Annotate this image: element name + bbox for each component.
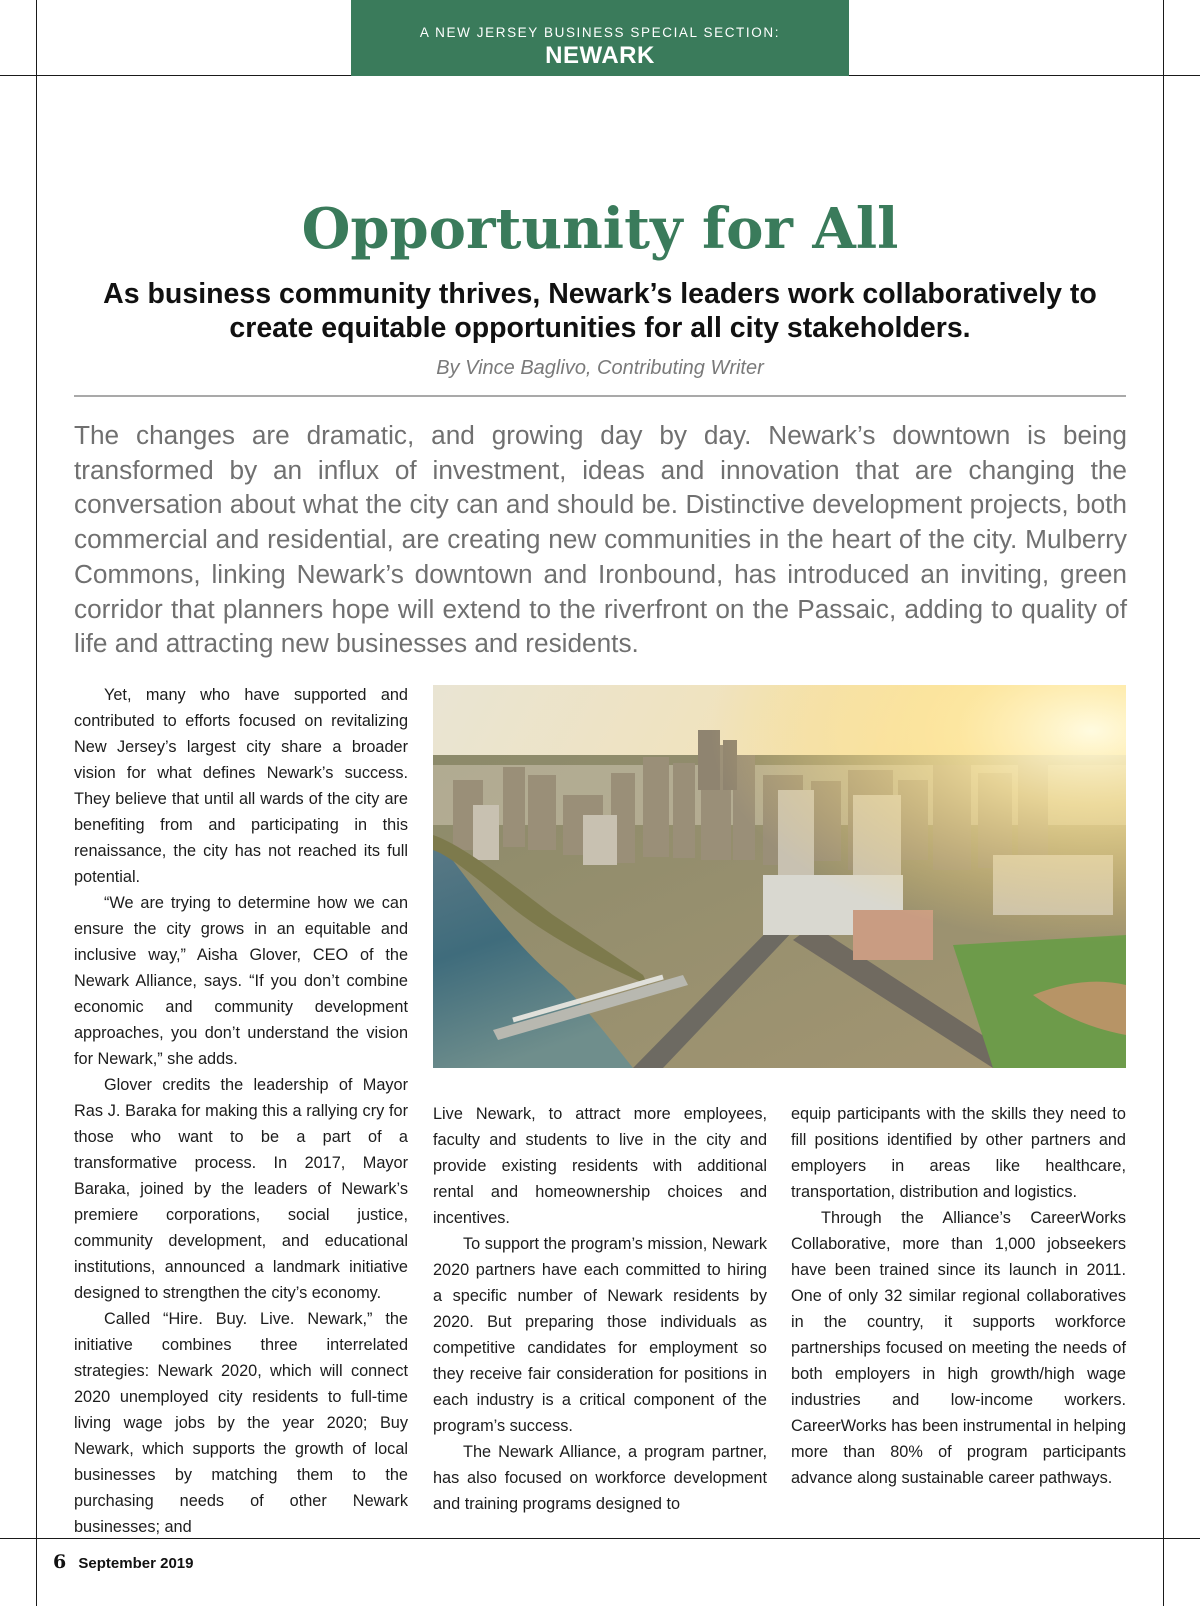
paragraph: Through the Alliance’s CareerWorks Collaborative, more than 1,000 jobseekers have been trained since its launch in 2011. One of only 32 similar regional collaboratives in the country, it supports workforce partnerships focused on meeting the needs of both employers in high growth/high wage industries and low-income workers. CareerWorks has been instrumental in helping more than 80% of program participants advance along sustainable career pathways. xyxy=(791,1209,1126,1487)
section-header xyxy=(351,0,849,76)
paragraph: To support the program’s mission, Newark 2020 partners have each committed to hiring a specific number of Newark residents by 2020. But preparing those individuals as competitive candidates for employment so they receive fair consideration for positions in each industry is a critical component of the program’s success. xyxy=(433,1235,767,1435)
page-footer xyxy=(53,1551,193,1573)
paragraph: Live Newark, to attract more employees, faculty and students to live in the city and provide existing residents with additional rental and homeownership choices and incentives. xyxy=(433,1105,767,1227)
newark-skyline-photo xyxy=(433,685,1126,1068)
paragraph: equip participants with the skills they need to fill positions identified by other partners and employers in areas like healthcare, transportation, distribution and logistics. xyxy=(791,1105,1126,1201)
page-number: 6 xyxy=(53,1551,67,1573)
section-title: NEWARK xyxy=(545,42,655,69)
paragraph: The Newark Alliance, a program partner, has also focused on workforce development and training programs designed to xyxy=(433,1443,767,1513)
divider xyxy=(74,395,1126,397)
article-byline: By Vince Baglivo, Contributing Writer xyxy=(436,357,764,379)
text-column-1 xyxy=(74,682,408,1540)
article-deck: As business community thrives, Newark’s leaders work collaboratively to create equitable opportunities for all city stakeholders. xyxy=(103,278,1097,344)
text-column-2 xyxy=(433,1101,767,1517)
section-kicker: A NEW JERSEY BUSINESS SPECIAL SECTION: xyxy=(419,25,781,40)
article-headline: Opportunity for All xyxy=(301,196,899,262)
article-lede: The changes are dramatic, and growing day by day. Newark’s downtown is being transformed by an influx of investment, ideas and innovation that are changing the conversation about what the city can and should be. Distinctive development projects, both commercial and residential, are creating new communities in the heart of the city. Mulberry Commons, linking Newark’s downtown and Ironbound, has introduced an inviting, green corridor that planners hope will extend to the riverfront on the Passaic, adding to quality of life and attracting new businesses and residents. xyxy=(74,420,1127,659)
issue-date: September 2019 xyxy=(78,1555,194,1572)
paragraph: “We are trying to determine how we can ensure the city grows in an equitable and inclusive way,” Aisha Glover, CEO of the Newark Alliance, says. “If you don’t combine economic and community development approaches, you don’t understand the vision for Newark,” she adds. xyxy=(74,894,408,1068)
paragraph: Yet, many who have supported and contributed to efforts focused on revitalizing New Jersey’s largest city share a broader vision for what defines Newark’s success. They believe that until all wards of the city are benefiting from and participating in this renaissance, the city has not reached its full potential. xyxy=(74,686,408,886)
paragraph: Called “Hire. Buy. Live. Newark,” the initiative combines three interrelated strategies: Newark 2020, which will connect 2020 unemployed city residents to full-time living wage jobs by the year 2020; Buy Newark, which supports the growth of local businesses by matching them to the purchasing needs of other Newark businesses; and xyxy=(74,1310,408,1536)
text-column-3 xyxy=(791,1101,1126,1491)
paragraph: Glover credits the leadership of Mayor Ras J. Baraka for making this a rallying cry for those who want to be a part of a transformative process. In 2017, Mayor Baraka, joined by the leaders of Newark’s premiere corporations, social justice, community development, and educational institutions, announced a landmark initiative designed to strengthen the city’s economy. xyxy=(74,1076,408,1302)
